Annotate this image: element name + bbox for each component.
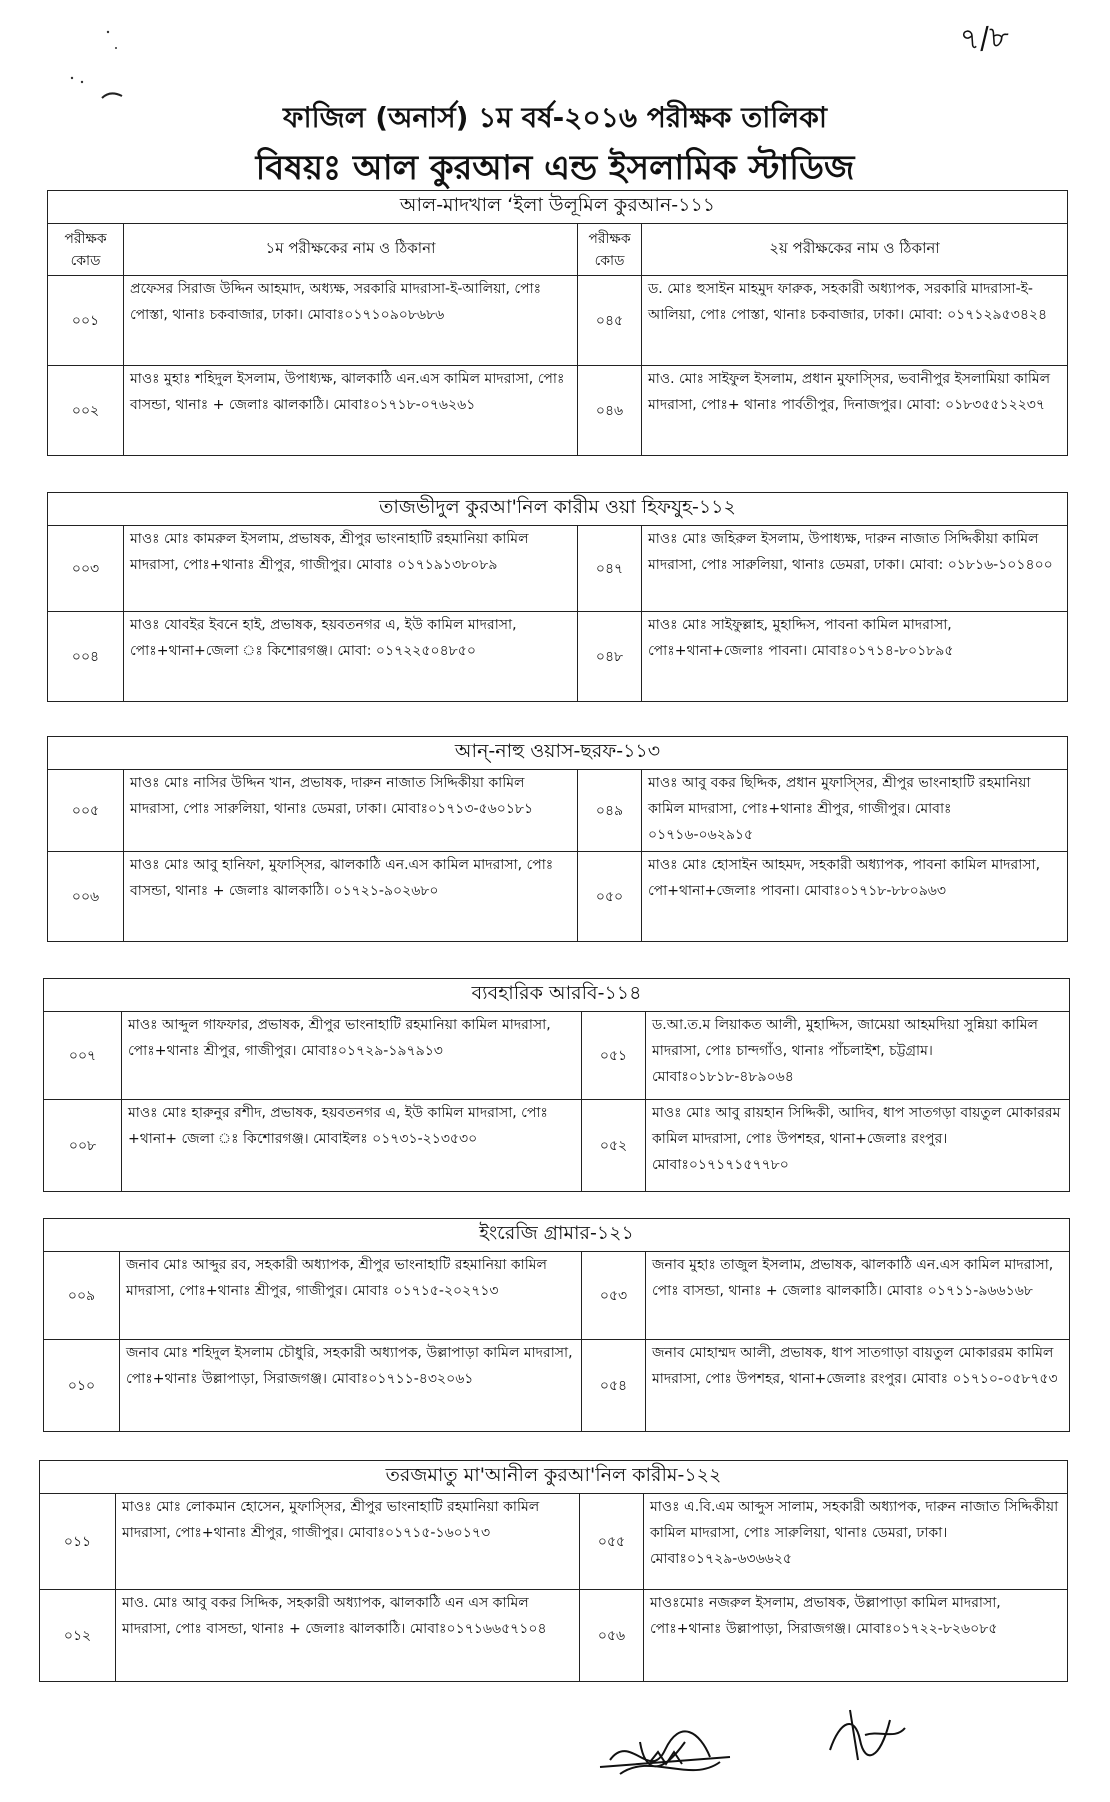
table-row <box>48 276 1068 366</box>
examiner-1-info: মাওঃ আব্দুল গাফফার, প্রভাষক, শ্রীপুর ভাংনাহাটি রহমানিয়া কামিল মাদরাসা, পোঃ+থানাঃ শ্রীপুর, গাজীপুর। মোবাঃ০১৭২৯-১৯৭৯১৩ <box>122 1012 582 1100</box>
document-subject: বিষয়ঃ আল কুরআন এন্ড ইসলামিক স্টাডিজ <box>255 148 855 188</box>
table-row <box>44 1340 1070 1432</box>
examiner-2-info: মাওঃমোঃ নজরুল ইসলাম, প্রভাষক, উল্লাপাড়া কামিল মাদরাসা, পোঃ+থানাঃ উল্লাপাড়া, সিরাজগঞ্জ। মোবাঃ০১৭২২-৮২৬০৮৫ <box>644 1590 1068 1682</box>
examiner-2-info: মাওঃ এ.বি.এম আব্দুস সালাম, সহকারী অধ্যাপক, দারুন নাজাত সিদ্দিকীয়া কামিল মাদরাসা, পোঃ সারুলিয়া, থানাঃ ডেমরা, ঢাকা। মোবাঃ০১৭২৯-৬৩৬৬২৫ <box>644 1494 1068 1590</box>
examiner-1-info: মাওঃ মোঃ নাসির উদ্দিন খান, প্রভাষক, দারুন নাজাত সিদ্দিকীয়া কামিল মাদরাসা, পোঃ সারুলিয়া, থানাঃ ডেমরা, ঢাকা। মোবাঃ০১৭১৩-৫৬০১৮১ <box>124 770 578 852</box>
examiner-1-info: মাও. মোঃ আবু বকর সিদ্দিক, সহকারী অধ্যাপক, ঝালকাঠি এন এস কামিল মাদরাসা, পোঃ বাসন্ডা, থানাঃ + জেলাঃ ঝালকাঠি। মোবাঃ০১৭১৬৬৫৭১০৪ <box>116 1590 580 1682</box>
examiner-code-1: ০০৪ <box>48 612 124 702</box>
examiner-1-info: মাওঃ মোঃ কামরুল ইসলাম, প্রভাষক, শ্রীপুর ভাংনাহাটি রহমানিয়া কামিল মাদরাসা, পোঃ+থানাঃ শ্রীপুর, গাজীপুর। মোবাঃ ০১৭১৯১৩৮০৮৯ <box>124 526 578 612</box>
examiner-code-1: ০০২ <box>48 366 124 456</box>
document-title: ফাজিল (অনার্স) ১ম বর্ষ-২০১৬ পরীক্ষক তালিকা <box>283 101 827 134</box>
examiner-code-2: ০৪৯ <box>578 770 642 852</box>
examiner-code-2: ০৪৮ <box>578 612 642 702</box>
table-row <box>48 852 1068 942</box>
examiner-code-2: ০৫৫ <box>580 1494 644 1590</box>
table-row <box>44 1012 1070 1100</box>
header-name-2: ২য় পরীক্ষকের নাম ও ঠিকানা <box>642 224 1068 276</box>
examiner-code-1: ০১২ <box>40 1590 116 1682</box>
examiner-1-info: প্রফেসর সিরাজ উদ্দিন আহমাদ, অধ্যক্ষ, সরকারি মাদরাসা-ই-আলিয়া, পোঃ পোস্তা, থানাঃ চকবাজার, ঢাকা। মোবাঃ০১৭১০৯০৮৬৮৬ <box>124 276 578 366</box>
header-name-1: ১ম পরীক্ষকের নাম ও ঠিকানা <box>124 224 578 276</box>
table-row <box>44 1100 1070 1192</box>
examiner-2-info: মাওঃ মোঃ হোসাইন আহমদ, সহকারী অধ্যাপক, পাবনা কামিল মাদরাসা, পো+থানা+জেলাঃ পাবনা। মোবাঃ০১৭১৮-৮৮০৯৬৩ <box>642 852 1068 942</box>
section-title: আল-মাদখাল ‘ইলা উলূমিল কুরআন-১১১ <box>48 191 1068 224</box>
scan-specks <box>68 26 158 106</box>
examiner-code-1: ০০৫ <box>48 770 124 852</box>
examiner-code-1: ০০৮ <box>44 1100 122 1192</box>
examiner-code-1: ০১১ <box>40 1494 116 1590</box>
section-table-3 <box>47 736 1068 942</box>
section-table-6 <box>39 1460 1068 1682</box>
section-title: ব্যবহারিক আরবি-১১৪ <box>44 979 1070 1012</box>
examiner-1-info: মাওঃ যোবইর ইবনে হাই, প্রভাষক, হয়বতনগর এ, ইউ কামিল মাদরাসা, পোঃ+থানা+জেলা ঃ কিশোরগঞ্জ। মোবা: ০১৭২২৫০৪৮৫০ <box>124 612 578 702</box>
examiner-code-1: ০১০ <box>44 1340 120 1432</box>
section-title: ইংরেজি গ্রামার-১২১ <box>44 1219 1070 1252</box>
examiner-1-info: মাওঃ মুহাঃ শহিদুল ইসলাম, উপাধ্যক্ষ, ঝালকাঠি এন.এস কামিল মাদরাসা, পোঃ বাসন্ডা, থানাঃ + জেলাঃ ঝালকাঠি। মোবাঃ০১৭১৮-০৭৬২৬১ <box>124 366 578 456</box>
table-row <box>48 770 1068 852</box>
examiner-code-1: ০০৬ <box>48 852 124 942</box>
examiner-code-2: ০৫৩ <box>582 1252 646 1340</box>
table-row <box>48 526 1068 612</box>
examiner-2-info: ড.আ.ত.ম লিয়াকত আলী, মুহাদ্দিস, জামেয়া আহমদিয়া সুন্নিয়া কামিল মাদরাসা, পোঃ চান্দগাঁও, থানাঃ পাঁচলাইশ, চট্টগ্রাম। মোবাঃ০১৮১৮-৪৮৯০৬৪ <box>646 1012 1070 1100</box>
examiner-2-info: জনাব মোহাম্মদ আলী, প্রভাষক, ধাপ সাতগাড়া বায়তুল মোকাররম কামিল মাদরাসা, পোঃ উপশহর, থানা+জেলাঃ রংপুর। মোবাঃ ০১৭১০-০৫৮৭৫৩ <box>646 1340 1070 1432</box>
examiner-code-1: ০০৩ <box>48 526 124 612</box>
examiner-code-2: ০৪৭ <box>578 526 642 612</box>
examiner-code-2: ০৫৪ <box>582 1340 646 1432</box>
section-table-2 <box>47 492 1068 702</box>
section-table-5 <box>43 1218 1070 1432</box>
table-row <box>48 366 1068 456</box>
table-row <box>44 1252 1070 1340</box>
section-table-4 <box>43 978 1070 1192</box>
examiner-code-2: ০৫৬ <box>580 1590 644 1682</box>
examiner-2-info: মাওঃ মোঃ আবু রায়হান সিদ্দিকী, আদিব, ধাপ সাতগড়া বায়তুল মোকাররম কামিল মাদরাসা, পোঃ উপশহর, থানা+জেলাঃ রংপুর। মোবাঃ০১৭১৭১৫৭৭৮০ <box>646 1100 1070 1192</box>
examiner-2-info: মাও. মোঃ সাইফুল ইসলাম, প্রধান মুফাস্সির, ভবানীপুর ইসলামিয়া কামিল মাদরাসা, পোঃ+ থানাঃ পার্বতীপুর, দিনাজপুর। মোবা: ০১৮৩৫৫১২২৩৭ <box>642 366 1068 456</box>
examiner-2-info: মাওঃ মোঃ সাইফুল্লাহ, মুহাদ্দিস, পাবনা কামিল মাদরাসা, পোঃ+থানা+জেলাঃ পাবনা। মোবাঃ০১৭১৪-৮০১৮৯৫ <box>642 612 1068 702</box>
signature-2 <box>810 1700 920 1770</box>
examiner-1-info: মাওঃ মোঃ আবু হানিফা, মুফাস্সির, ঝালকাঠি এন.এস কামিল মাদরাসা, পোঃ বাসন্ডা, থানাঃ + জেলাঃ ঝালকাঠি। ০১৭২১-৯০২৬৮০ <box>124 852 578 942</box>
examiner-code-1: ০০৭ <box>44 1012 122 1100</box>
section-title: তাজভীদুল কুরআ'নিল কারীম ওয়া হিফযুহ-১১২ <box>48 493 1068 526</box>
section-table-1 <box>47 190 1068 456</box>
examiner-code-2: ০৫২ <box>582 1100 646 1192</box>
page-number: ৭/৮ <box>958 19 1011 58</box>
signature-1 <box>590 1712 740 1792</box>
examiner-1-info: জনাব মোঃ আব্দুর রব, সহকারী অধ্যাপক, শ্রীপুর ভাংনাহাটি রহমানিয়া কামিল মাদরাসা, পোঃ+থানাঃ শ্রীপুর, গাজীপুর। মোবাঃ ০১৭১৫-২০২৭১৩ <box>120 1252 582 1340</box>
section-title: তরজমাতু মা'আনীল কুরআ'নিল কারীম-১২২ <box>40 1461 1068 1494</box>
examiner-2-info: ড. মোঃ হুসাইন মাহমুদ ফারুক, সহকারী অধ্যাপক, সরকারি মাদরাসা-ই-আলিয়া, পোঃ পোস্তা, থানাঃ চকবাজার, ঢাকা। মোবা: ০১৭১২৯৫৩৪২৪ <box>642 276 1068 366</box>
table-row <box>48 612 1068 702</box>
examiner-2-info: মাওঃ মোঃ জহিরুল ইসলাম, উপাধ্যক্ষ, দারুন নাজাত সিদ্দিকীয়া কামিল মাদরাসা, পোঃ সারুলিয়া, থানাঃ ডেমরা, ঢাকা। মোবা: ০১৮১৬-১০১৪০০ <box>642 526 1068 612</box>
examiner-2-info: মাওঃ আবু বকর ছিদ্দিক, প্রধান মুফাস্সির, শ্রীপুর ভাংনাহাটি রহমানিয়া কামিল মাদরাসা, পোঃ+থানাঃ শ্রীপুর, গাজীপুর। মোবাঃ ০১৭১৬-০৬২৯১৫ <box>642 770 1068 852</box>
examiner-1-info: জনাব মোঃ শহিদুল ইসলাম চৌধুরি, সহকারী অধ্যাপক, উল্লাপাড়া কামিল মাদরাসা, পোঃ+থানাঃ উল্লাপাড়া, সিরাজগঞ্জ। মোবাঃ০১৭১১-৪৩২০৬১ <box>120 1340 582 1432</box>
header-code-2: পরীক্ষক কোড <box>578 224 642 276</box>
table-row <box>40 1494 1068 1590</box>
table-row <box>40 1590 1068 1682</box>
examiner-code-1: ০০১ <box>48 276 124 366</box>
examiner-2-info: জনাব মুহাঃ তাজুল ইসলাম, প্রভাষক, ঝালকাঠি এন.এস কামিল মাদরাসা, পোঃ বাসন্ডা, থানাঃ + জেলাঃ ঝালকাঠি। মোবাঃ ০১৭১১-৯৬৬১৬৮ <box>646 1252 1070 1340</box>
examiner-code-1: ০০৯ <box>44 1252 120 1340</box>
examiner-code-2: ০৪৫ <box>578 276 642 366</box>
examiner-code-2: ০৫০ <box>578 852 642 942</box>
examiner-code-2: ০৪৬ <box>578 366 642 456</box>
header-code-1: পরীক্ষক কোড <box>48 224 124 276</box>
examiner-1-info: মাওঃ মোঃ হারুনুর রশীদ, প্রভাষক, হয়বতনগর এ, ইউ কামিল মাদরাসা, পোঃ +থানা+ জেলা ঃ কিশোরগঞ্জ। মোবাইলঃ ০১৭৩১-২১৩৫৩০ <box>122 1100 582 1192</box>
examiner-code-2: ০৫১ <box>582 1012 646 1100</box>
section-title: আন্-নাহু ওয়াস-ছরফ-১১৩ <box>48 737 1068 770</box>
examiner-1-info: মাওঃ মোঃ লোকমান হোসেন, মুফাস্সির, শ্রীপুর ভাংনাহাটি রহমানিয়া কামিল মাদরাসা, পোঃ+থানাঃ শ্রীপুর, গাজীপুর। মোবাঃ০১৭১৫-১৬০১৭৩ <box>116 1494 580 1590</box>
